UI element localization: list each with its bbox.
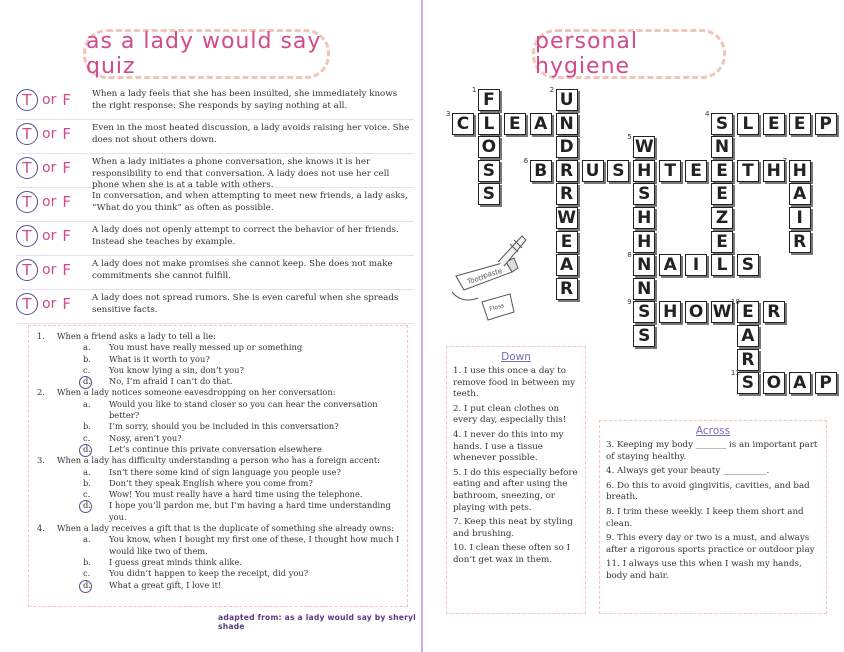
option-letter: d.: [83, 376, 109, 387]
mc-question: [37, 331, 401, 342]
or-label: or: [42, 160, 57, 176]
crossword-cell: R: [789, 231, 811, 253]
crossword-cell: A: [737, 325, 759, 347]
option-text: You must have really messed up or something: [109, 342, 303, 353]
across-clue: 11. I always use this when I wash my hands, body and hair.: [606, 559, 802, 581]
option-letter: b.: [83, 353, 91, 364]
crossword-cell: W: [634, 137, 654, 158]
option-letter: c.: [83, 489, 91, 500]
crossword-cell: C: [452, 113, 474, 135]
tube-label-paste: paste: [482, 266, 504, 280]
crossword-cell: N: [633, 278, 655, 300]
option-letter: d.: [83, 444, 109, 455]
mc-option: [37, 433, 401, 444]
or-label: or: [42, 296, 57, 312]
crossword-cell: S: [711, 113, 733, 135]
crossword-cell: R: [556, 278, 578, 300]
crossword-cell: P: [815, 372, 837, 394]
clue-number: 8: [627, 251, 632, 260]
crossword-cell: D: [556, 136, 578, 158]
crossword-cell: E: [737, 301, 759, 323]
true-circled-icon: T: [16, 293, 38, 315]
crossword-cell: A: [556, 254, 578, 276]
mc-option: [37, 534, 401, 557]
true-circled-icon: T: [16, 89, 38, 111]
mc-option: [37, 444, 401, 455]
crossword-cell: U: [556, 89, 578, 111]
across-clue: 4. Always get your beauty __________.: [606, 466, 770, 477]
crossword-cell: R: [737, 349, 759, 371]
crossword-cell: S: [737, 254, 759, 276]
mc-option: [37, 580, 401, 591]
source-credit: adapted from: as a lady would say by sheryl shade: [218, 613, 416, 631]
tf-choice: [16, 86, 92, 111]
mc-question: [37, 387, 401, 398]
tf-row: [16, 188, 414, 222]
crossword-cell: A: [530, 113, 552, 135]
crossword-cell: S: [633, 301, 655, 323]
tf-row: [16, 86, 414, 120]
crossword-cell: I: [789, 207, 811, 229]
tf-statement: When a lady initiates a phone conversation, she knows it is her responsibility to end that conversation. A lady does not use her cell phone when she is at a table with others.: [92, 157, 390, 190]
down-clues-box: [446, 346, 586, 614]
down-clue: 7. Keep this neat by styling and brushing.: [453, 517, 573, 539]
clue-number: 4: [705, 109, 710, 118]
crossword-cell: H: [633, 207, 655, 229]
true-circled-icon: T: [16, 123, 38, 145]
true-circled-icon: T: [16, 225, 38, 247]
crossword-cell: T: [659, 160, 681, 182]
option-text: You didn’t happen to keep the receipt, did you?: [109, 568, 309, 579]
tf-statement: A lady does not make promises she cannot keep. She does not make commitments she cannot fulfill.: [92, 259, 393, 281]
option-letter: a.: [83, 398, 91, 409]
true-circled-icon: T: [16, 259, 38, 281]
crossword-cell: W: [712, 302, 732, 323]
option-letter: b.: [83, 556, 91, 567]
tf-row: [16, 290, 414, 324]
clue-number: 5: [627, 133, 632, 142]
or-label: or: [42, 228, 57, 244]
tf-row: [16, 256, 414, 290]
mc-option: [37, 376, 401, 387]
option-letter: b.: [83, 421, 91, 432]
tf-row: [16, 154, 414, 188]
mc-option: [37, 354, 401, 365]
crossword-cell: E: [504, 113, 526, 135]
crossword-cell: H: [789, 160, 811, 182]
clue-number: 7: [782, 156, 788, 165]
crossword-cell: A: [789, 372, 811, 394]
question-text: When a friend asks a lady to tell a lie:: [57, 331, 216, 341]
option-text: You know, when I bought my first one of these, I thought how much I would like two of them.: [109, 534, 400, 556]
option-letter: c.: [83, 432, 91, 443]
crossword-cell: H: [659, 301, 681, 323]
crossword-cell: E: [711, 160, 733, 182]
tf-statement: A lady does not spread rumors. She is even careful when she spreads sensitive facts.: [92, 293, 399, 315]
tf-row: [16, 120, 414, 154]
floss-box-label: Floss: [488, 302, 506, 313]
crossword-cell: N: [556, 113, 578, 135]
tf-statement: Even in the most heated discussion, a lady avoids raising her voice. She does not shout others down.: [92, 123, 410, 145]
false-label: F: [62, 227, 71, 245]
crossword-cell: A: [659, 254, 681, 276]
tf-statement: When a lady feels that she has been insulted, she immediately knows the right response: She responds by saying nothing at all.: [92, 89, 398, 111]
mc-option: [37, 478, 401, 489]
mc-option: [37, 557, 401, 568]
crossword-cell: A: [789, 183, 811, 205]
tf-choice: [16, 222, 92, 247]
false-label: F: [62, 159, 71, 177]
option-text: Wow! You must really have a hard time using the telephone.: [109, 489, 363, 500]
crossword-cell: S: [478, 160, 500, 182]
option-letter: d.: [83, 580, 109, 591]
across-clue: 8. I trim these weekly. I keep them short and clean.: [606, 506, 804, 529]
option-letter: a.: [83, 534, 91, 545]
true-circled-icon: T: [16, 191, 38, 213]
or-label: or: [42, 262, 57, 278]
mc-option: [37, 342, 401, 353]
tf-choice: [16, 256, 92, 281]
crossword-cell: S: [478, 183, 500, 205]
question-text: When a lady receives a gift that is the duplicate of something she already owns:: [57, 523, 394, 534]
crossword-cell: S: [633, 325, 655, 347]
mc-option: [37, 399, 401, 422]
crossword-cell: S: [633, 183, 655, 205]
across-clues-box: [599, 420, 827, 614]
tf-statement: In conversation, and when attempting to meet new friends, a lady asks, “What do you think” as often as possible.: [92, 191, 408, 213]
crossword-cell: R: [556, 183, 578, 205]
mc-option: [37, 568, 401, 579]
mc-question: [37, 455, 401, 466]
mc-option: [37, 467, 401, 478]
crossword-cell: I: [685, 254, 707, 276]
option-text: I hope you’ll pardon me, but I’m having a hard time understanding you.: [109, 500, 391, 522]
question-text: When a lady notices someone eavesdropping on her conversation:: [57, 387, 336, 398]
crossword-cell: Z: [711, 207, 733, 229]
tf-row: [16, 222, 414, 256]
tf-statement: A lady does not openly attempt to correct the behavior of her friends. Instead she teaches by example.: [92, 225, 399, 247]
false-label: F: [62, 91, 71, 109]
down-heading: Down: [501, 351, 531, 363]
across-clue: 3. Keeping my body _______ is an important part of staying healthy.: [606, 440, 818, 462]
question-number: 4.: [37, 523, 45, 534]
crossword-cell: H: [633, 160, 655, 182]
option-text: What is it worth to you?: [109, 353, 210, 364]
tf-choice: [16, 290, 92, 315]
crossword-cell: L: [478, 113, 500, 135]
option-text: Nosy, aren’t you?: [109, 432, 182, 443]
across-clue: 6. Do this to avoid gingivitis, cavities, and bad breath.: [606, 480, 810, 503]
clue-number: 9: [627, 298, 632, 307]
clue-number: 1: [471, 86, 477, 94]
false-label: F: [62, 295, 71, 313]
crossword-cell: P: [815, 113, 837, 135]
crossword-cell: T: [737, 160, 759, 182]
crossword-cell: S: [607, 160, 629, 182]
question-text: When a lady has difficulty understanding a person who has a foreign accent:: [57, 455, 380, 466]
clue-number: 6: [523, 156, 529, 165]
toothpaste-illustration: [448, 232, 528, 322]
crossword-cell: B: [530, 160, 552, 182]
tf-choice: [16, 154, 92, 179]
option-letter: b.: [83, 477, 91, 488]
false-label: F: [62, 125, 71, 143]
crossword-cell: E: [763, 113, 785, 135]
clue-number: 2: [549, 86, 555, 94]
crossword-cell: E: [685, 160, 707, 182]
option-text: I’m sorry, should you be included in this conversation?: [109, 421, 339, 432]
mc-option: [37, 500, 401, 523]
crossword-cell: U: [582, 160, 604, 182]
option-text: Would you like to stand closer so you can hear the conversation better?: [109, 398, 378, 421]
tube-label-tooth: Tooth: [466, 273, 487, 286]
question-number: 1.: [37, 331, 45, 341]
crossword-cell: R: [556, 160, 578, 182]
false-label: F: [62, 193, 71, 211]
crossword-cell: W: [557, 208, 576, 228]
quiz-title: as a lady would say quiz: [83, 29, 330, 79]
crossword-cell: L: [711, 254, 733, 276]
question-number: 2.: [37, 387, 45, 398]
mc-option: [37, 365, 401, 376]
crossword-cell: N: [711, 136, 733, 158]
crossword-cell: E: [556, 231, 578, 253]
crossword-cell: E: [711, 183, 733, 205]
crossword-cell: O: [478, 136, 500, 158]
option-letter: c.: [83, 568, 91, 579]
down-clue: 1. I use this once a day to remove food in between my teeth.: [453, 366, 576, 400]
across-heading: Across: [695, 425, 731, 437]
tf-choice: [16, 120, 92, 145]
down-clue: 5. I do this especially before eating and after using the bathroom, sneezing, or playing with pets.: [453, 467, 578, 513]
mc-option: [37, 489, 401, 500]
crossword-cell: S: [737, 372, 759, 394]
clue-number: 11: [730, 369, 740, 378]
option-letter: a.: [83, 466, 91, 477]
option-text: You know lying a sin, don’t you?: [109, 364, 244, 375]
page-divider: [421, 0, 423, 652]
hygiene-title: personal hygiene: [532, 29, 726, 79]
false-label: F: [62, 261, 71, 279]
crossword-cell: E: [789, 113, 811, 135]
multiple-choice-box: [28, 325, 408, 607]
option-letter: c.: [83, 364, 91, 375]
crossword-cell: N: [633, 254, 655, 276]
or-label: or: [42, 126, 57, 142]
crossword-cell: E: [711, 231, 733, 253]
option-text: No, I’m afraid I can’t do that.: [109, 376, 233, 387]
crossword-cell: O: [685, 301, 707, 323]
option-text: What a great gift, I love it!: [109, 579, 222, 590]
crossword-cell: R: [763, 301, 785, 323]
option-text: Don’t they speak English where you come from?: [109, 477, 313, 488]
mc-question: [37, 523, 401, 534]
option-text: I guess great minds think alike.: [109, 556, 242, 567]
clue-number: 3: [446, 109, 451, 118]
mc-option: [37, 421, 401, 432]
option-text: Let’s continue this private conversation elsewhere: [109, 443, 322, 454]
crossword-cell: L: [737, 113, 759, 135]
crossword-cell: H: [633, 231, 655, 253]
question-number: 3.: [37, 455, 45, 466]
tf-choice: [16, 188, 92, 213]
across-clue: 9. This every day or two is a must, and always after a rigorous sports practice or outdoor play: [606, 533, 815, 555]
true-false-list: [16, 86, 414, 324]
or-label: or: [42, 194, 57, 210]
true-circled-icon: T: [16, 157, 38, 179]
crossword-cell: O: [763, 372, 785, 394]
down-clue: 2. I put clean clothes on every day, especially this!: [453, 403, 567, 426]
down-clue: 10. I clean these often so I don’t get wax in them.: [453, 543, 570, 565]
option-text: Isn’t there some kind of sign language you people use?: [109, 466, 341, 477]
clue-number: 10: [730, 298, 740, 307]
crossword-cell: F: [478, 89, 500, 111]
option-letter: a.: [83, 342, 91, 353]
crossword-cell: H: [763, 160, 785, 182]
down-clue: 4. I never do this into my hands. I use a tissue whenever possible.: [453, 429, 564, 464]
option-letter: d.: [83, 500, 109, 523]
or-label: or: [42, 92, 57, 108]
